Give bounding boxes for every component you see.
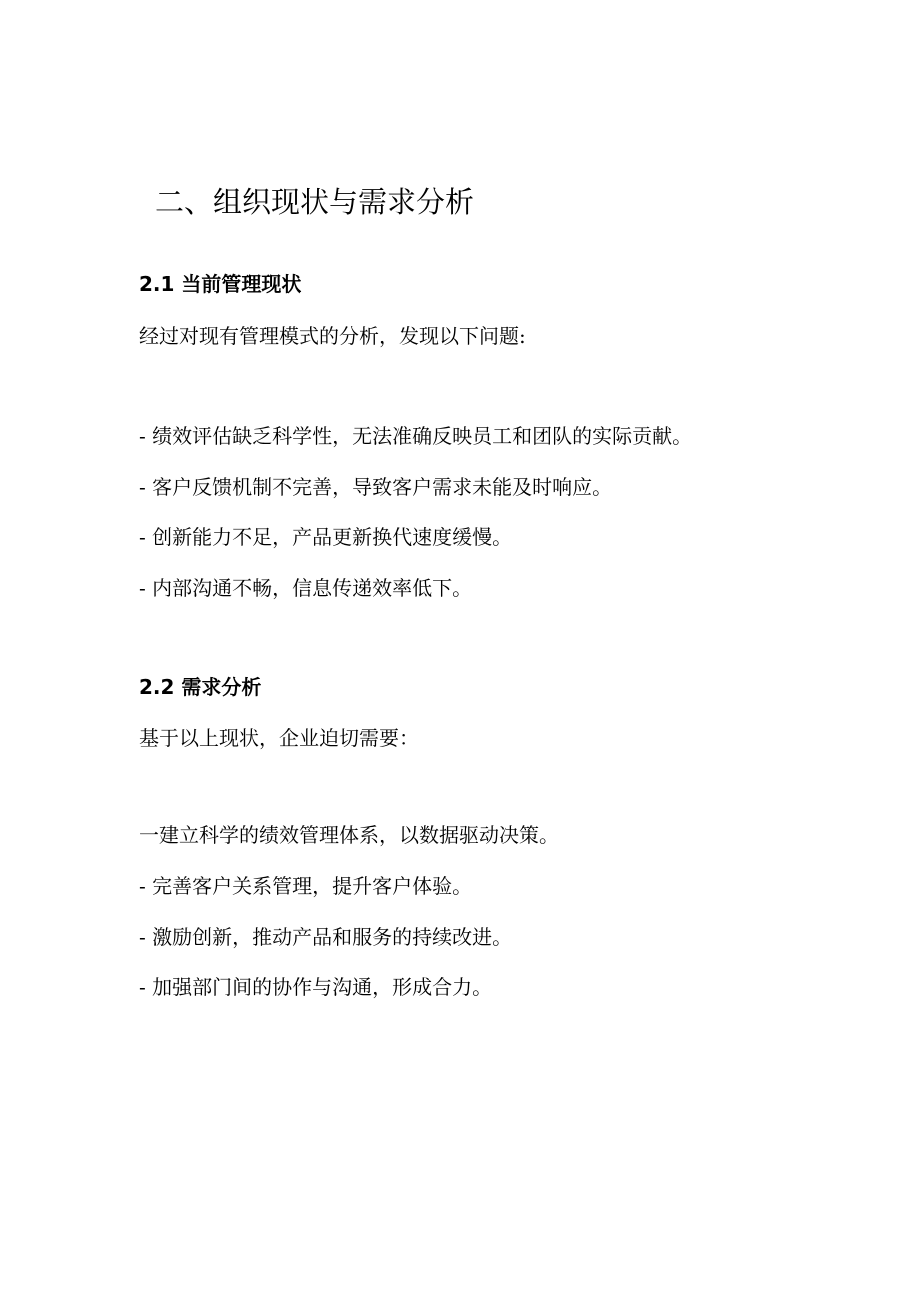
section-intro-needs-analysis: 基于以上现状，企业迫切需要： <box>139 726 419 750</box>
list-item: - 激励创新，推动产品和服务的持续改进。 <box>139 925 513 949</box>
list-item: - 完善客户关系管理，提升客户体验。 <box>139 874 473 898</box>
list-item: - 加强部门间的协作与沟通，形成合力。 <box>139 975 493 999</box>
list-item: - 内部沟通不畅，信息传递效率低下。 <box>139 576 473 600</box>
section-heading-needs-analysis: 2.2 需求分析 <box>139 675 262 699</box>
list-item: - 绩效评估缺乏科学性，无法准确反映员工和团队的实际贡献。 <box>139 424 693 448</box>
list-item: - 客户反馈机制不完善，导致客户需求未能及时响应。 <box>139 475 613 499</box>
list-item: - 创新能力不足，产品更新换代速度缓慢。 <box>139 525 513 549</box>
section-heading-current-status: 2.1 当前管理现状 <box>139 272 302 296</box>
page-title: 二、组织现状与需求分析 <box>155 185 475 219</box>
section-intro-current-status: 经过对现有管理模式的分析，发现以下问题: <box>139 324 526 348</box>
list-item: 一建立科学的绩效管理体系，以数据驱动决策。 <box>139 823 559 847</box>
